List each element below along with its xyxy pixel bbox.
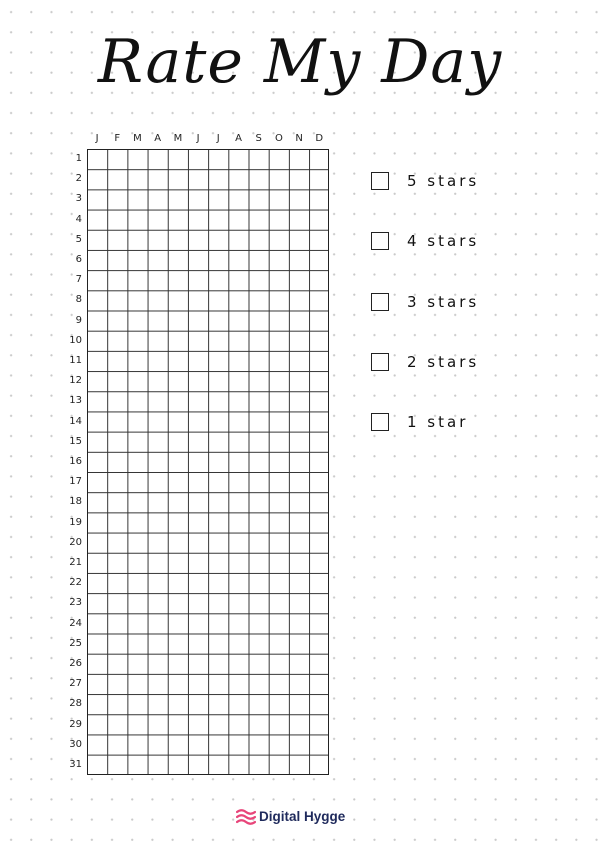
legend-label: 1 star xyxy=(407,413,469,432)
legend-item xyxy=(371,411,571,433)
day-label: 4 xyxy=(75,213,82,225)
rating-grid[interactable] xyxy=(87,149,329,775)
day-label: 5 xyxy=(75,233,82,245)
page-title: Rate My Day xyxy=(97,27,503,97)
month-label: D xyxy=(315,133,324,144)
day-label: 21 xyxy=(69,557,82,568)
month-label: A xyxy=(235,133,242,144)
day-label: 31 xyxy=(69,759,82,770)
month-label: J xyxy=(216,133,220,144)
month-label: M xyxy=(133,133,142,144)
legend-label: 5 stars xyxy=(407,172,480,190)
day-label: 15 xyxy=(69,435,82,447)
day-label: 10 xyxy=(69,334,82,346)
legend-label: 2 stars xyxy=(407,352,480,371)
brand-name: Digital Hygge xyxy=(259,809,346,824)
day-label: 1 xyxy=(75,153,82,164)
month-label: O xyxy=(274,133,283,144)
day-label: 25 xyxy=(69,637,82,649)
brand-footer xyxy=(236,806,376,830)
day-label: 19 xyxy=(69,516,82,528)
month-label: N xyxy=(295,133,303,144)
day-label: 7 xyxy=(75,274,82,286)
day-label: 14 xyxy=(69,415,82,427)
day-label: 6 xyxy=(75,254,82,265)
day-label: 20 xyxy=(69,536,82,548)
day-label: 29 xyxy=(69,718,82,730)
legend-item xyxy=(371,291,571,313)
month-label: J xyxy=(196,133,200,144)
day-label: 17 xyxy=(69,476,82,488)
legend-label: 4 stars xyxy=(407,232,480,251)
legend-item xyxy=(371,351,571,373)
day-label: 12 xyxy=(69,375,82,387)
legend-item xyxy=(371,170,571,192)
day-label: 2 xyxy=(75,173,82,185)
day-label: 23 xyxy=(69,597,82,609)
month-label: A xyxy=(154,133,162,144)
legend-checkbox[interactable] xyxy=(371,413,389,431)
legend-checkbox[interactable] xyxy=(371,293,389,311)
legend-label: 3 stars xyxy=(407,292,480,311)
day-label: 26 xyxy=(69,658,82,669)
legend-checkbox[interactable] xyxy=(371,353,389,371)
legend-checkbox[interactable] xyxy=(371,232,389,250)
day-label: 30 xyxy=(69,738,82,750)
day-label: 24 xyxy=(69,617,82,629)
day-label: 8 xyxy=(75,294,82,306)
day-label: 28 xyxy=(69,698,82,710)
month-label: J xyxy=(95,133,99,144)
day-label: 13 xyxy=(69,395,82,407)
month-label: F xyxy=(114,133,121,144)
legend-checkbox[interactable] xyxy=(371,172,389,190)
day-label: 9 xyxy=(75,314,82,326)
day-label: 3 xyxy=(75,193,82,205)
day-label: 18 xyxy=(69,496,82,508)
legend-item xyxy=(371,230,571,252)
month-label: M xyxy=(173,133,183,144)
day-label: 16 xyxy=(69,456,82,467)
month-header xyxy=(87,131,330,147)
month-label: S xyxy=(255,133,262,144)
day-label: 11 xyxy=(69,355,82,366)
day-label: 27 xyxy=(69,678,82,690)
day-label: 22 xyxy=(69,577,82,589)
wave-logo-icon xyxy=(236,808,256,826)
